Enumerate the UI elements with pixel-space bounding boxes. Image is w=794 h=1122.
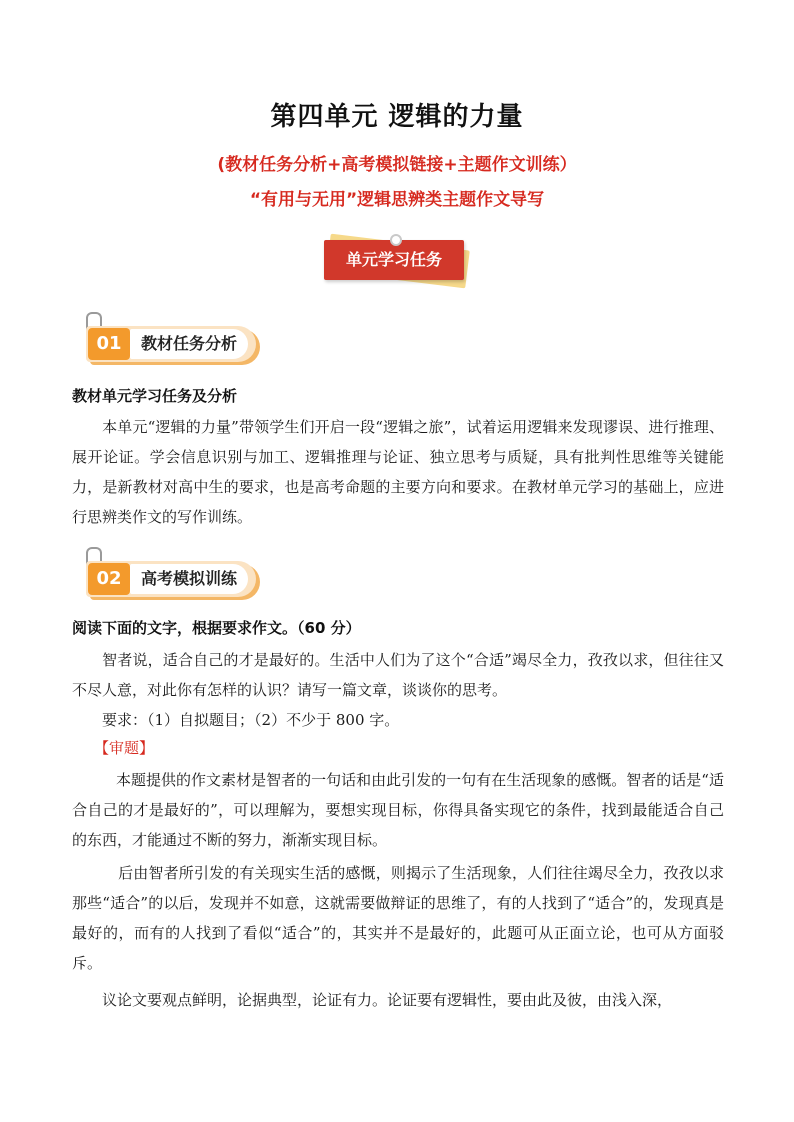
section-number: 01 [88, 328, 130, 360]
analysis-paragraph-3 [72, 985, 724, 1015]
section-header-01 [86, 326, 262, 366]
section2-heading: 阅读下面的文字，根据要求作文。（60 分） [72, 619, 361, 637]
essay-prompt-text: 智者说，适合自己的才是最好的。生活中人们为了这个“合适”竭尽全力，孜孜以求，但往往又不尽人意，对此你有怎样的认识？请写一篇文章，谈谈你的思考。 [72, 651, 724, 699]
analysis-tag: 【审题】 [94, 739, 155, 757]
section-number: 02 [88, 563, 130, 595]
page-subtitle-2: “有用与无用”逻辑思辨类主题作文导写 [249, 190, 545, 210]
analysis-paragraph-1-text: 本题提供的作文素材是智者的一句话和由此引发的一句有在生活现象的感慨。智者的话是“适合自己的才是最好的”，可以理解为，要想实现目标，你得具备实现它的条件，找到最能适合自己的东西，才能通过不断的努力，渐渐实现目标。 [72, 771, 724, 849]
analysis-paragraph-2 [72, 858, 724, 978]
section1-heading: 教材单元学习任务及分析 [72, 387, 238, 405]
banner-label: 单元学习任务 [345, 250, 442, 269]
section1-paragraph [72, 412, 724, 532]
section-title: 教材任务分析 [130, 329, 248, 359]
analysis-paragraph-3-text: 议论文要观点鲜明，论据典型，论证有力。论证要有逻辑性，要由此及彼，由浅入深， [102, 991, 673, 1009]
essay-requirements-text: 要求：（1）自拟题目；（2）不少于 800 字。 [102, 711, 400, 729]
section1-paragraph-text: 本单元“逻辑的力量”带领学生们开启一段“逻辑之旅”，试着运用逻辑来发现谬误、进行推理、展开论证。学会信息识别与加工、逻辑推理与论证、独立思考与质疑，具有批判性思维等关键能力，是新教材对高中生的要求，也是高考命题的主要方向和要求。在教材单元学习的基础上，应进行思辨类作文的写作训练。 [72, 418, 724, 526]
analysis-paragraph-1 [72, 765, 724, 855]
essay-prompt [72, 645, 724, 705]
analysis-paragraph-2-text: 后由智者所引发的有关现实生活的感慨，则揭示了生活现象，人们往往竭尽全力，孜孜以求那些“适合”的以后，发现并不如意，这就需要做辩证的思维了，有的人找到了“适合”的，发现真是最好的，而有的人找到了看似“适合”的，其实并不是最好的，此题可从正面立论，也可从方面驳斥。 [72, 864, 724, 972]
section-header-02 [86, 561, 262, 601]
pin-icon [390, 234, 402, 246]
section-title: 高考模拟训练 [130, 564, 248, 594]
page-subtitle-1: (教材任务分析+高考模拟链接+主题作文训练） [217, 155, 577, 175]
essay-requirements [72, 705, 724, 735]
unit-task-banner [322, 236, 472, 286]
page-title: 第四单元 逻辑的力量 [270, 102, 524, 132]
